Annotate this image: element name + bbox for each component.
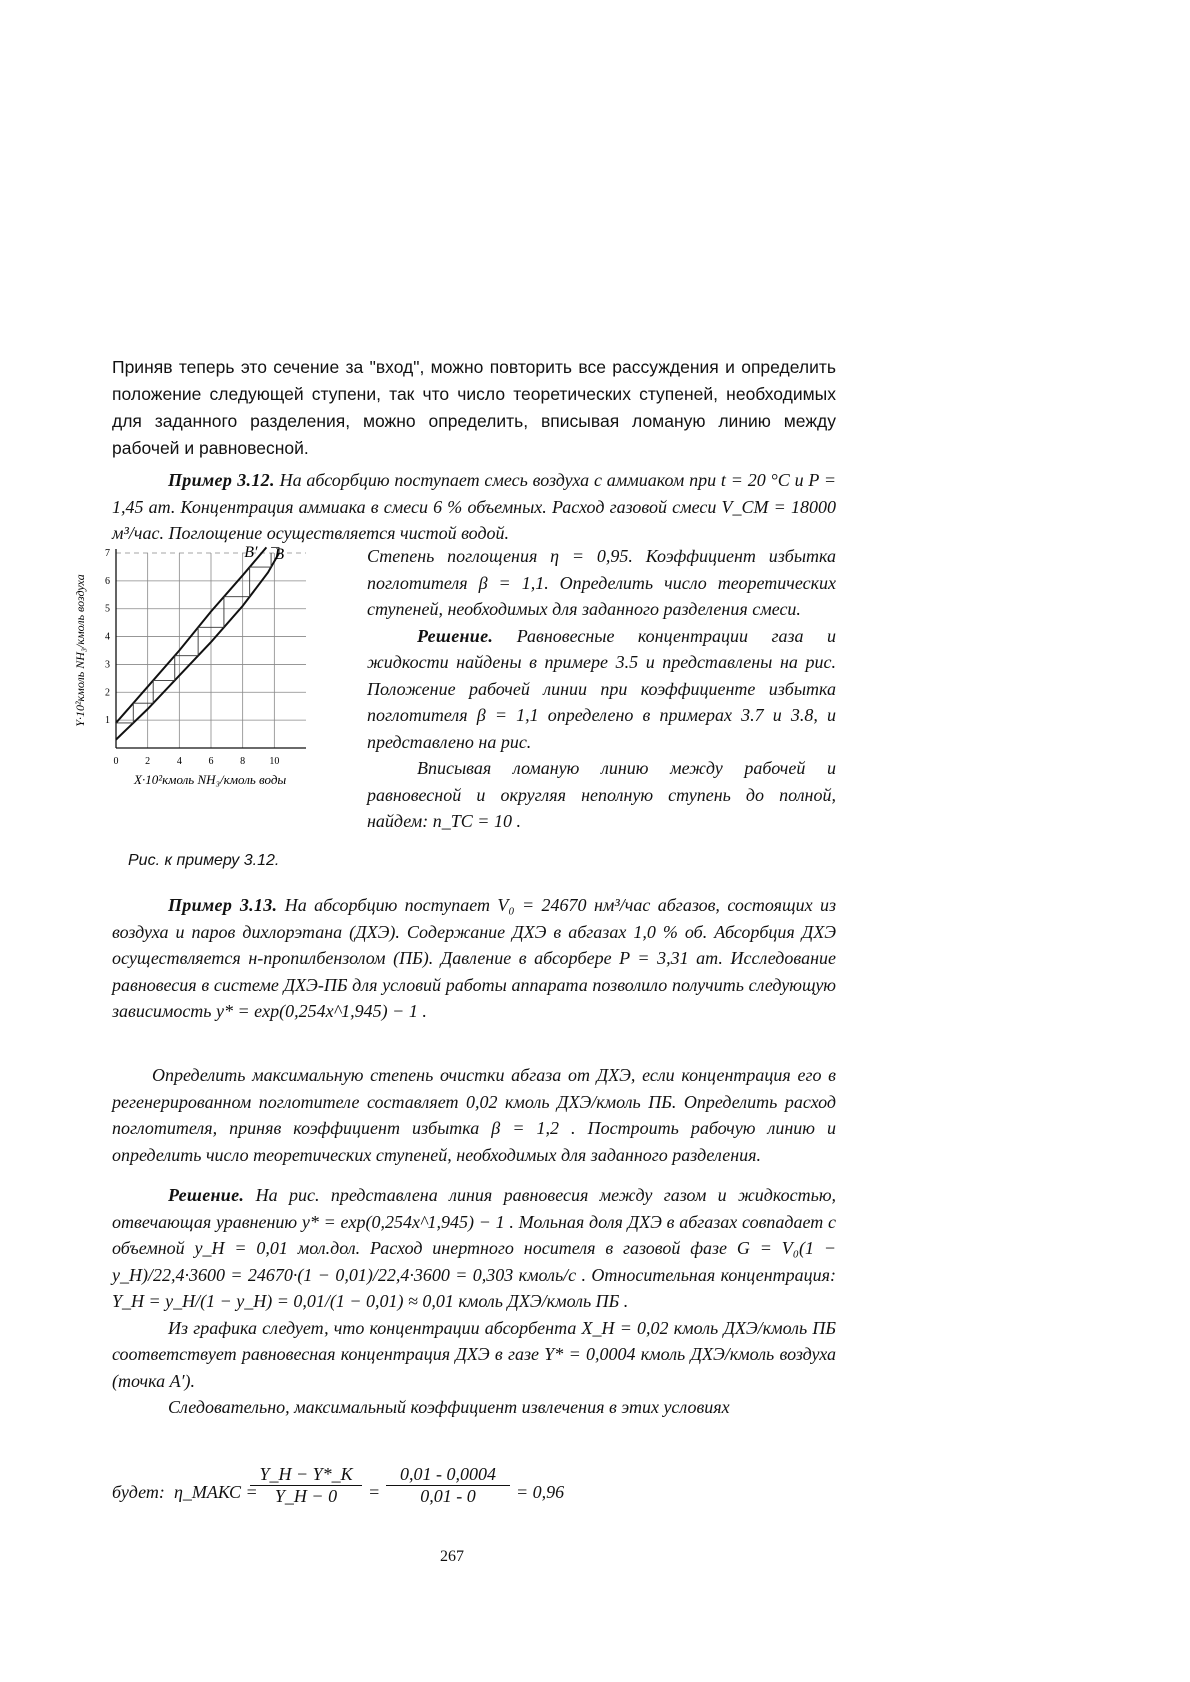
example-3-13-statement xyxy=(112,892,836,1025)
formula-result: = 0,96 xyxy=(516,1482,565,1502)
example-3-12-conclusion: Вписывая ломаную линию между рабочей и равновесной и округляя неполную ступень до полной, найдем: n_ТС = 10 . xyxy=(367,758,836,831)
example-3-13-solution-label: Решение. xyxy=(168,1185,245,1205)
operating-line xyxy=(116,547,266,723)
line-label-b: B xyxy=(274,546,285,563)
y-tick-label: 5 xyxy=(105,603,110,615)
example-3-13-solution-text: На рис. представлена линия равновесия между газом и жидкостью, отвечающая уравнению y* = exp(0,254x^1,945) − 1 . Мольная доля ДХЭ в абгазах совпадает с объемной y_Н = 0,01 мол.дол. Расход инертного носителя в газовой фазе G = V₀(1 − y_Н)/22,4·3600 = 24670·(1 − 0,01)/22,4·3600 = 0,303 кмоль/с . Относительная концентрация: Y_Н = y_Н/(1 − y_Н) = 0,01/(1 − 0,01) ≈ 0,01 кмоль ДХЭ/кмоль ПБ . xyxy=(112,1185,837,1311)
example-3-12-solution: Равновесные концентрации газа и жидкости найдены в примере 3.5 и представлены на рис. Положение рабочей линии при коэффициенте избытка поглотителя β = 1,1 определено в примерах 3.7 и 3.8, и представлено на рис. xyxy=(367,625,836,752)
example-3-12-statement xyxy=(112,467,836,547)
example-3-12-side-text xyxy=(367,543,836,835)
y-tick-label: 6 xyxy=(105,575,110,587)
example-3-13-graph-text: Из графика следует, что концентрации абсорбента X_Н = 0,02 кмоль ДХЭ/кмоль ПБ соответствует равновесная концентрация ДХЭ в газе Y* = 0,0004 кмоль ДХЭ/кмоль воздуха (точка А′). xyxy=(112,1317,836,1391)
x-tick-label: 6 xyxy=(208,756,214,767)
y-axis-title: Y·10²кмоль NH₃/кмоль воздуха xyxy=(73,574,87,727)
example-3-13-task-text: Определить максимальную степень очистки абгаза от ДХЭ, если концентрация его в регенерированном поглотителе составляет 0,02 кмоль ДХЭ/кмоль ПБ. Определить расход поглотителя, приняв коэффициент избытка β = 1,2 . Построить рабочую линию и определить число теоретических ступеней, необходимых для заданного разделения. xyxy=(112,1065,836,1165)
formula-fraction-2 xyxy=(386,1464,510,1507)
x-tick-label: 0 xyxy=(113,756,119,767)
fraction-1-denominator: Y_Н − 0 xyxy=(274,1486,338,1506)
example-3-13-label: Пример 3.13. xyxy=(168,895,278,915)
figure-example-3-12 xyxy=(66,543,362,878)
formula-symbol: η_МАКС = xyxy=(174,1482,258,1502)
x-tick-label: 4 xyxy=(176,756,182,767)
example-3-12-text: На абсорбцию поступает смесь воздуха с аммиаком при t = 20 °C и P = 1,45 ат. Концентрация аммиака в смеси 6 % объемных. Расход газовой смеси V_СМ = 18000 м³/час. Поглощение осуществляется чистой водой. xyxy=(112,470,837,543)
fraction-2-numerator: 0,01 - 0,0004 xyxy=(386,1464,510,1486)
x-tick-label: 8 xyxy=(240,756,246,767)
equilibrium-chart xyxy=(66,543,362,878)
example-3-12-conditions: Степень поглощения η = 0,95. Коэффициент избытка поглотителя β = 1,1. Определить число теоретических ступеней, необходимых для заданного разделения смеси. xyxy=(367,546,836,619)
figure-caption: Рис. к примеру 3.12. xyxy=(128,852,280,869)
x-axis-title: X·10²кмоль NH₃/кмоль воды xyxy=(134,772,287,787)
example-3-12-solution-label: Решение. xyxy=(417,625,494,646)
x-tick-label: 10 xyxy=(269,756,280,767)
example-3-13-consequence: Следовательно, максимальный коэффициент извлечения в этих условиях xyxy=(168,1397,730,1417)
y-tick-label: 3 xyxy=(105,659,110,671)
formula-lead: будет: xyxy=(112,1482,165,1502)
formula-equals: = xyxy=(368,1482,381,1502)
example-3-13-task xyxy=(112,1062,836,1168)
y-tick-label: 2 xyxy=(105,687,110,699)
x-tick-label: 2 xyxy=(145,756,151,767)
formula-fraction-1 xyxy=(250,1464,362,1507)
y-tick-label: 7 xyxy=(105,548,110,559)
intro-paragraph: Приняв теперь это сечение за "вход", можно повторить все рассуждения и определить положение следующей ступени, так что число теоретических ступеней, необходимых для заданного разделения, можно определить, вписывая ломаную линию между рабочей и равновесной. xyxy=(112,357,836,458)
y-tick-label: 4 xyxy=(105,631,110,643)
fraction-2-denominator: 0,01 - 0 xyxy=(420,1486,476,1506)
example-3-12-label: Пример 3.12. xyxy=(168,470,275,490)
page-number: 267 xyxy=(440,1548,464,1565)
line-label-b-prime: B′ xyxy=(244,544,258,561)
efficiency-formula xyxy=(112,1464,836,1520)
fraction-1-numerator: Y_Н − Y*_К xyxy=(250,1464,362,1486)
example-3-13-text: На абсорбцию поступает V₀ = 24670 нм³/час абгазов, состоящих из воздуха и паров дихлорэтана (ДХЭ). Содержание ДХЭ в абгазах 1,0 % об. Абсорбция ДХЭ осуществляется н-пропилбензолом (ПБ). Давление в абсорбере P = 3,31 ат. Исследование равновесия в системе ДХЭ-ПБ для условий работы аппарата позволило получить следующую зависимость y* = exp(0,254x^1,945) − 1 . xyxy=(112,895,836,1021)
y-tick-label: 1 xyxy=(105,715,110,727)
example-3-13-solution xyxy=(112,1182,836,1421)
